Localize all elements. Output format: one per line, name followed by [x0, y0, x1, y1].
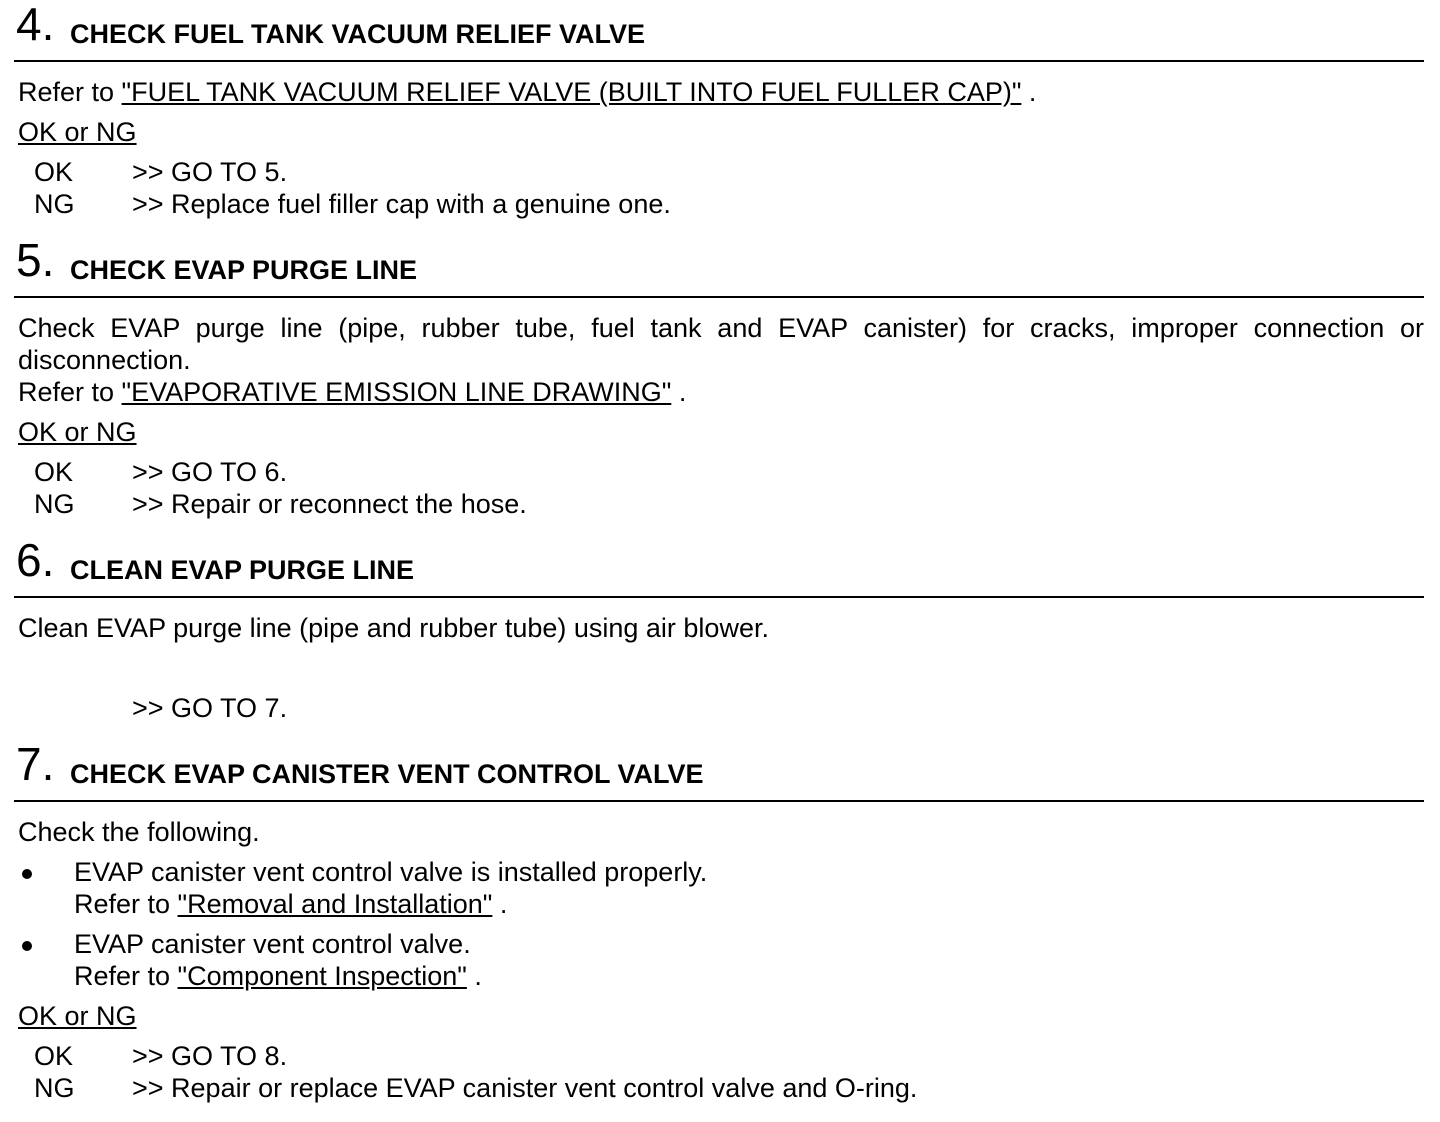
ng-label: NG — [34, 1073, 75, 1103]
ng-action: >> Replace fuel filler cap with a genuine one. — [132, 189, 671, 219]
bullet-refer-line — [74, 960, 482, 992]
step-title: CHECK EVAP CANISTER VENT CONTROL VALVE — [70, 759, 704, 789]
bullet-icon — [22, 941, 32, 951]
step-action: >> GO TO 7. — [132, 693, 288, 723]
step-7-header — [14, 738, 1424, 802]
step-4 — [14, 0, 1424, 219]
ok-action: >> GO TO 5. — [132, 157, 288, 187]
step-number: 5. — [16, 234, 55, 286]
ok-or-ng-heading: OK or NG — [18, 1001, 137, 1031]
bullet-item: EVAP canister vent control valve is installed properly. — [74, 857, 708, 887]
refer-link[interactable]: "FUEL TANK VACUUM RELIEF VALVE (BUILT INTO FUEL FULLER CAP)" — [121, 77, 1022, 107]
step-6-header — [14, 534, 1424, 598]
ng-label: NG — [34, 189, 75, 219]
step-body: Check EVAP purge line (pipe, rubber tube, fuel tank and EVAP canister) for cracks, improper connection or disconnection. — [18, 313, 1424, 375]
refer-line — [18, 376, 686, 408]
refer-line — [18, 76, 1036, 108]
refer-prefix: Refer to — [74, 889, 178, 919]
step-number: 4. — [16, 0, 55, 50]
refer-suffix: . — [466, 961, 482, 991]
refer-prefix: Refer to — [18, 77, 122, 107]
refer-link[interactable]: "Removal and Installation" — [177, 889, 493, 919]
step-body: Clean EVAP purge line (pipe and rubber tube) using air blower. — [18, 613, 769, 643]
refer-prefix: Refer to — [74, 961, 178, 991]
refer-suffix: . — [492, 889, 508, 919]
ng-action: >> Repair or replace EVAP canister vent control valve and O-ring. — [132, 1073, 918, 1103]
step-5-header — [14, 234, 1424, 298]
refer-link[interactable]: "Component Inspection" — [177, 961, 467, 991]
ng-action: >> Repair or reconnect the hose. — [132, 489, 527, 519]
refer-link[interactable]: "EVAPORATIVE EMISSION LINE DRAWING" — [121, 377, 672, 407]
step-4-header — [14, 0, 1424, 62]
ok-label: OK — [34, 157, 74, 187]
step-number: 7. — [16, 738, 55, 790]
refer-suffix: . — [671, 377, 687, 407]
ng-label: NG — [34, 489, 75, 519]
step-7 — [14, 738, 1424, 1103]
ok-action: >> GO TO 8. — [132, 1041, 288, 1071]
ok-label: OK — [34, 457, 74, 487]
bullet-refer-line — [74, 888, 507, 920]
step-6 — [14, 534, 1424, 723]
step-title: CHECK EVAP PURGE LINE — [70, 255, 418, 285]
bullet-icon — [22, 869, 32, 879]
step-title: CHECK FUEL TANK VACUUM RELIEF VALVE — [70, 19, 646, 49]
step-body: Check the following. — [18, 817, 260, 847]
bullet-item: EVAP canister vent control valve. — [74, 929, 471, 959]
step-5 — [14, 234, 1424, 519]
ok-or-ng-heading: OK or NG — [18, 117, 137, 147]
step-title: CLEAN EVAP PURGE LINE — [70, 555, 415, 585]
ok-label: OK — [34, 1041, 74, 1071]
step-number: 6. — [16, 534, 55, 586]
refer-suffix: . — [1021, 77, 1037, 107]
ok-or-ng-heading: OK or NG — [18, 417, 137, 447]
refer-prefix: Refer to — [18, 377, 122, 407]
ok-action: >> GO TO 6. — [132, 457, 288, 487]
